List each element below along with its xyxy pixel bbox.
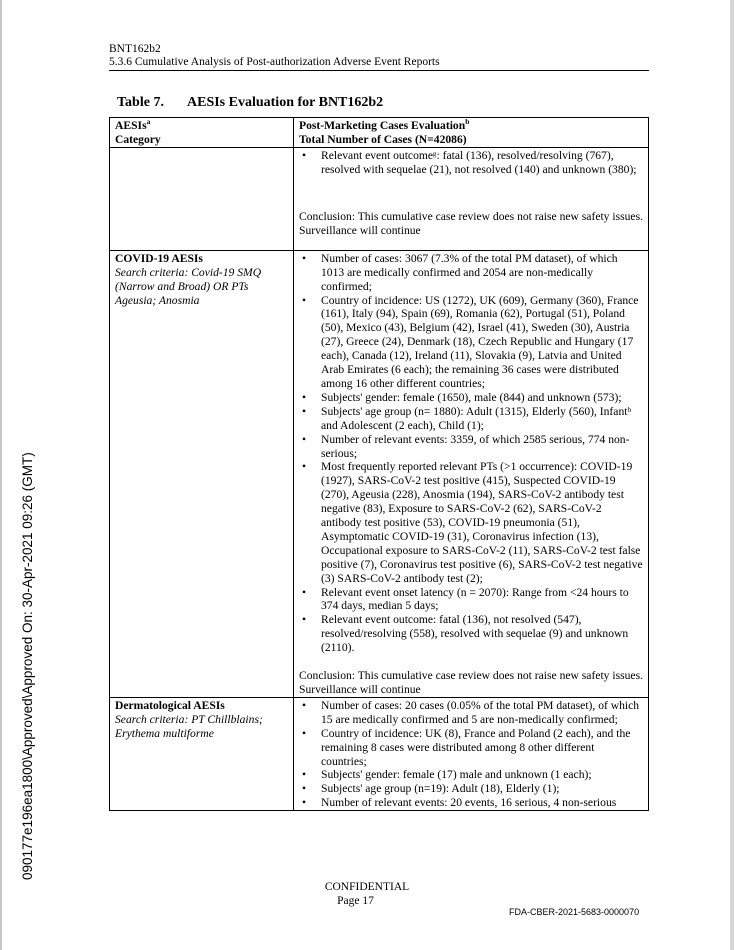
search-criteria: Search criteria: Covid-19 SMQ (Narrow and Broad) OR PTs Ageusia; Anosmia [115,265,262,307]
category-title: Dermatological AESIs [115,698,225,712]
header-total-cases: Total Number of Cases (N=42086) [299,132,467,146]
table-row [110,250,649,697]
table-row [110,147,649,250]
page-footer [0,880,734,908]
header-rule [109,70,649,71]
document-header [109,43,649,71]
evaluation-list [299,149,643,177]
aesi-table [109,117,649,811]
category-cell [110,697,294,810]
category-cell [110,147,294,250]
table-header-row [110,118,649,148]
category-title: COVID-19 AESIs [115,251,203,265]
search-criteria: Search criteria: PT Chillblains; Erythema multiforme [115,712,263,740]
list-item: • Most frequently reported relevant PTs (>1 occurrence): COVID-19 (1927), SARS-CoV-2 test positive (415), Suspected COVID-19 (270), Ageusia (228), Anosmia (194), SARS-CoV-2 antibody test negative (83), Exposure to SARS-CoV-2 (62), SARS-CoV-2 antibody test positive (53), COVID-19 pneumonia (51), Asymptomatic COVID-19 (31), Coronavirus infection (13), Occupational exposure to SARS-CoV-2 (11), SARS-CoV-2 test false positive (7), Coronavirus test positive (6), SARS-CoV-2 test negative (3) SARS-CoV-2 antibody test (2); [321,460,643,585]
page-right-border [730,0,734,950]
table-caption [117,95,383,111]
header-cell-category [110,118,294,148]
list-item: • Number of cases: 20 cases (0.05% of the total PM dataset), of which 15 are medically confirmed and 5 are non-medically confirmed; [321,699,643,727]
confidential-label: CONFIDENTIAL [324,881,410,893]
table-number: Table 7. [117,95,164,110]
header-evaluation: Post-Marketing Cases Evaluation [299,119,466,132]
evaluation-cell [294,250,649,697]
header-aesis-footnote: a [146,117,151,127]
list-item: • Subjects' age group (n= 1880): Adult (1315), Elderly (560), Infantᵇ and Adolescent (2 each), Child (1); [321,405,643,433]
list-item: • Subjects' gender: female (1650), male (844) and unknown (573); [321,391,643,405]
table-row [110,697,649,810]
list-item: • Number of cases: 3067 (7.3% of the total PM dataset), of which 1013 are medically confirmed and 2054 are non-medically confirmed; [321,252,643,294]
document-id: FDA-CBER-2021-5683-0000070 [509,907,640,917]
header-evaluation-footnote: b [465,117,470,127]
evaluation-cell [294,697,649,810]
list-item: • Country of incidence: UK (8), France and Poland (2 each), and the remaining 8 cases were distributed among 8 other different countries; [321,727,643,769]
list-item: • Relevant event outcome: fatal (136), not resolved (547), resolved/resolving (558), resolved with sequelae (9) and unknown (2110). [321,613,643,655]
list-item: • Subjects' age group (n=19): Adult (18), Elderly (1); [321,782,643,796]
page-left-border [0,0,2,950]
list-item: • Relevant event onset latency (n = 2070): Range from <24 hours to 374 days, median 5 days; [321,586,643,614]
list-item: • Number of relevant events: 3359, of which 2585 serious, 774 non-serious; [321,433,643,461]
header-aesis: AESIs [115,119,147,132]
list-item: • Number of relevant events: 20 events, 16 serious, 4 non-serious [321,796,643,810]
list-item: • Subjects' gender: female (17) male and unknown (1 each); [321,768,643,782]
evaluation-list [299,699,643,810]
header-category: Category [115,132,161,146]
page-number: Page 17 [337,895,374,907]
conclusion-text: Conclusion: This cumulative case review does not raise new safety issues. Surveillance will continue [299,209,643,237]
table-title-text: AESIs Evaluation for BNT162b2 [187,95,384,110]
section-title: 5.3.6 Cumulative Analysis of Post-authorization Adverse Event Reports [109,56,440,68]
list-item: • Relevant event outcomeᵍ: fatal (136), resolved/resolving (767), resolved with sequelae (21), not resolved (140) and unknown (380); [321,149,643,177]
list-item: • Country of incidence: US (1272), UK (609), Germany (360), France (161), Italy (94), Spain (69), Romania (62), Portugal (51), Poland (50), Mexico (43), Belgium (42), Israel (41), Sweden (30), Austria (27), Greece (24), Denmark (18), Czech Republic and Hungary (17 each), Canada (12), Ireland (11), Slovakia (9), Latvia and United Arab Emirates (6 each); the remaining 36 cases were distributed among 16 other different countries; [321,294,643,391]
evaluation-list [299,252,643,655]
approval-stamp: 090177e196ea1800\Approved\Approved On: 30-Apr-2021 09:26 (GMT) [20,452,35,880]
header-cell-evaluation [294,118,649,148]
conclusion-text: Conclusion: This cumulative case review does not raise new safety issues. Surveillance will continue [299,669,643,696]
product-name: BNT162b2 [109,43,161,55]
evaluation-cell [294,147,649,250]
category-cell [110,250,294,697]
